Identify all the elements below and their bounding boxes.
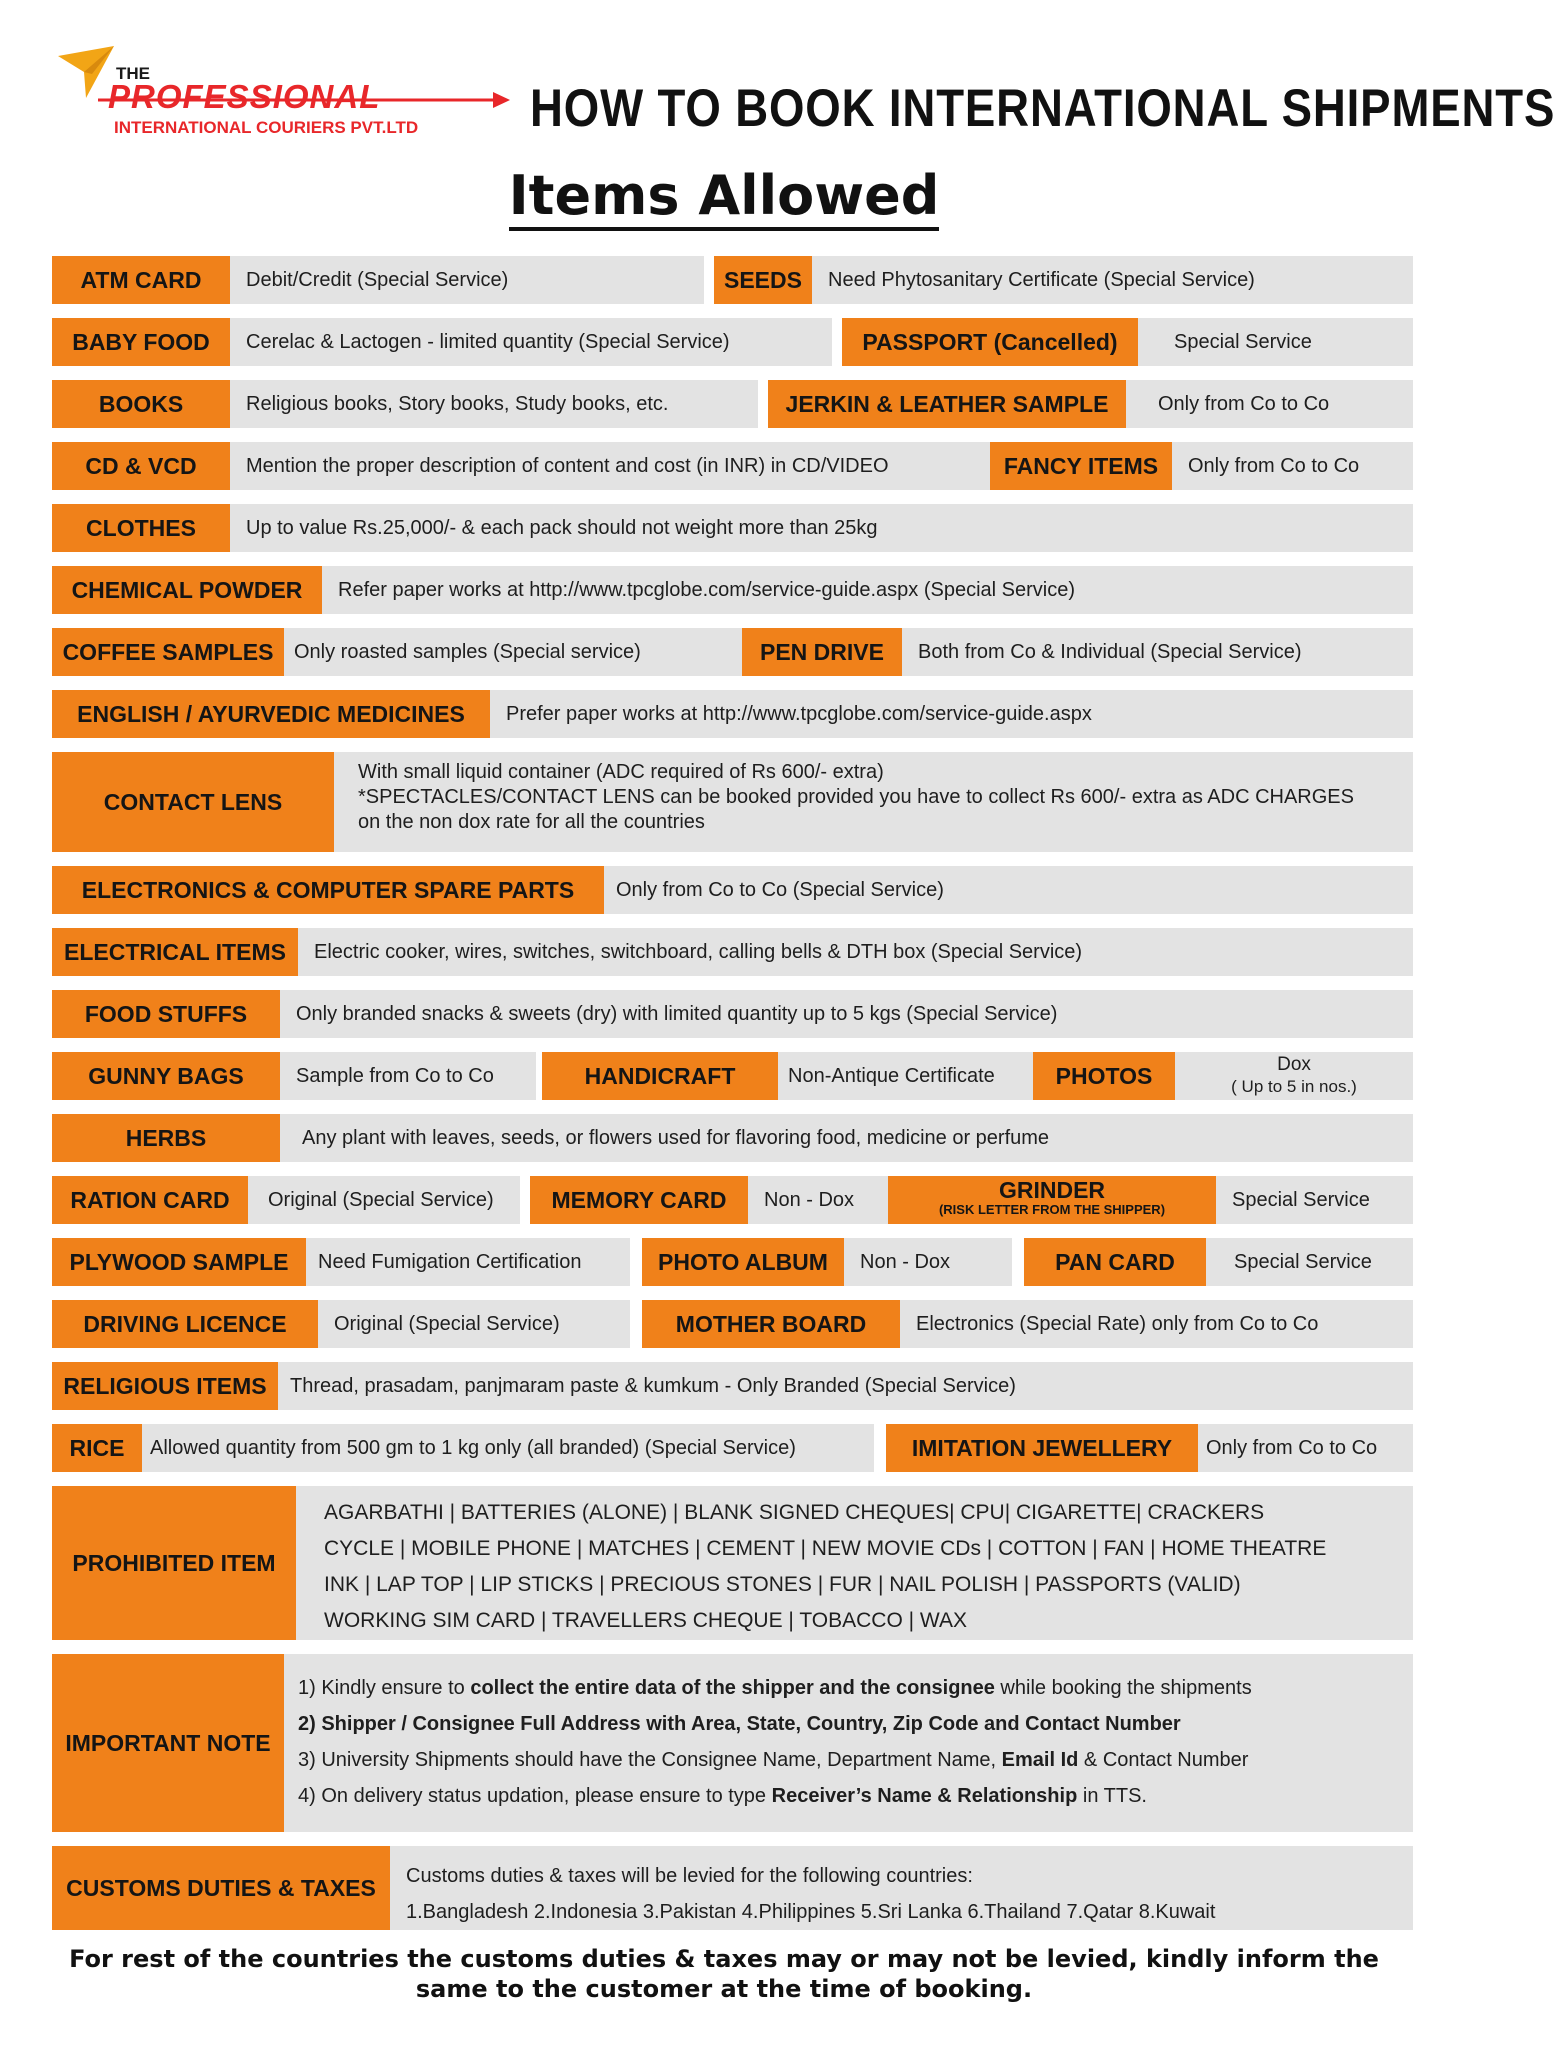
customs-line-1: Customs duties & taxes will be levied for the following countries: [406, 1865, 973, 1887]
item-value: Any plant with leaves, seeds, or flowers used for flavoring food, medicine or perfume [280, 1114, 1413, 1162]
divider [758, 380, 768, 428]
item-label: FOOD STUFFS [52, 990, 280, 1038]
item-row [52, 1238, 1413, 1286]
note-1 [298, 1670, 1413, 1706]
note-text: 1) Kindly ensure to [298, 1677, 471, 1699]
divider [1012, 1238, 1024, 1286]
item-value: Non - Dox [748, 1176, 888, 1224]
divider [630, 1300, 642, 1348]
item-label: PLYWOOD SAMPLE [52, 1238, 306, 1286]
logo-subtitle: INTERNATIONAL COURIERS PVT.LTD [114, 118, 419, 137]
item-row [52, 990, 1413, 1038]
item-label: MOTHER BOARD [642, 1300, 900, 1348]
item-value: Up to value Rs.25,000/- & each pack should not weight more than 25kg [230, 504, 1413, 552]
section-title-text: Items Allowed [509, 164, 940, 231]
item-row [52, 318, 1413, 366]
item-value: Original (Special Service) [248, 1176, 520, 1224]
item-label: JERKIN & LEATHER SAMPLE [768, 380, 1126, 428]
item-value: Need Fumigation Certification [306, 1238, 630, 1286]
item-value: Only from Co to Co [1198, 1424, 1413, 1472]
item-label: RICE [52, 1424, 142, 1472]
item-value: Special Service [1138, 318, 1413, 366]
item-value: Non - Dox [844, 1238, 1012, 1286]
item-label: PASSPORT (Cancelled) [842, 318, 1138, 366]
item-value: Thread, prasadam, panjmaram paste & kumkum - Only Branded (Special Service) [278, 1362, 1413, 1410]
item-label: FANCY ITEMS [990, 442, 1172, 490]
item-value: Prefer paper works at http://www.tpcglobe.com/service-guide.aspx [490, 690, 1413, 738]
item-value: Debit/Credit (Special Service) [230, 256, 704, 304]
note-2 [298, 1706, 1413, 1742]
logo-the: THE [116, 64, 150, 83]
divider [832, 318, 842, 366]
note-bold: Receiver’s Name & Relationship [771, 1785, 1078, 1807]
item-label: DRIVING LICENCE [52, 1300, 318, 1348]
item-label: RELIGIOUS ITEMS [52, 1362, 278, 1410]
item-row [52, 1052, 1413, 1100]
item-value: Need Phytosanitary Certificate (Special Service) [812, 256, 1413, 304]
divider [520, 1176, 530, 1224]
customs-row [52, 1846, 1413, 1930]
item-value: Mention the proper description of content and cost (in INR) in CD/VIDEO [230, 442, 990, 490]
page-title: HOW TO BOOK INTERNATIONAL SHIPMENTS [530, 79, 1555, 138]
item-label: CD & VCD [52, 442, 230, 490]
item-row [52, 928, 1413, 976]
customs-text [390, 1846, 1413, 1930]
item-row [52, 1424, 1413, 1472]
prohibited-line: CYCLE | MOBILE PHONE | MATCHES | CEMENT | NEW MOVIE CDs | COTTON | FAN | HOME THEATRE [324, 1537, 1327, 1560]
item-value: Both from Co & Individual (Special Service) [902, 628, 1413, 676]
section-title [0, 164, 1448, 227]
divider [630, 1238, 642, 1286]
item-label: HERBS [52, 1114, 280, 1162]
prohibited-line: INK | LAP TOP | LIP STICKS | PRECIOUS STONES | FUR | NAIL POLISH | PASSPORTS (VALID) [324, 1573, 1241, 1596]
item-row [52, 1176, 1413, 1224]
note-text: 4) On delivery status updation, please ensure to type [298, 1785, 772, 1807]
item-label: GUNNY BAGS [52, 1052, 280, 1100]
contact-lens-line-1: With small liquid container (ADC required of Rs 600/- extra) [358, 761, 884, 783]
item-value: Only from Co to Co [1126, 380, 1413, 428]
item-value: Electric cooker, wires, switches, switchboard, calling bells & DTH box (Special Service) [298, 928, 1413, 976]
item-value: Cerelac & Lactogen - limited quantity (Special Service) [230, 318, 832, 366]
item-value: Original (Special Service) [318, 1300, 630, 1348]
item-value: Only from Co to Co (Special Service) [604, 866, 1413, 914]
item-label: MEMORY CARD [530, 1176, 748, 1224]
item-label: CONTACT LENS [52, 752, 334, 852]
logo-name: PROFESSIONAL [108, 78, 381, 115]
item-row [52, 256, 1413, 304]
item-value: Religious books, Story books, Study books, etc. [230, 380, 758, 428]
note-bold: 2) Shipper / Consignee Full Address with Area, State, Country, Zip Code and Contact Number [298, 1713, 1181, 1735]
photos-value-1: Dox [1277, 1054, 1311, 1075]
grinder-label: GRINDER [998, 1177, 1106, 1203]
divider [704, 256, 714, 304]
divider [874, 1424, 886, 1472]
item-row [52, 1362, 1413, 1410]
important-note-row [52, 1654, 1413, 1832]
item-label: ELECTRICAL ITEMS [52, 928, 298, 976]
item-value [334, 752, 1413, 852]
note-text: 3) University Shipments should have the Consignee Name, Department Name, [298, 1749, 1002, 1771]
note-4 [298, 1778, 1413, 1814]
item-label: BABY FOOD [52, 318, 230, 366]
note-text: & Contact Number [1078, 1749, 1249, 1771]
contact-lens-line-2: *SPECTACLES/CONTACT LENS can be booked provided you have to collect Rs 600/- extra as ADC CHARGES on the non dox rate for all the countries [358, 786, 1354, 833]
item-row [52, 380, 1413, 428]
item-label: PHOTO ALBUM [642, 1238, 844, 1286]
note-text: in TTS. [1077, 1785, 1147, 1807]
item-value: Special Service [1216, 1176, 1413, 1224]
note-bold: Email Id [1001, 1749, 1079, 1771]
item-label: CLOTHES [52, 504, 230, 552]
item-label [888, 1176, 1216, 1224]
grinder-sublabel: (RISK LETTER FROM THE SHIPPER) [938, 1202, 1166, 1217]
item-row [52, 442, 1413, 490]
item-label: PEN DRIVE [742, 628, 902, 676]
item-label: PAN CARD [1024, 1238, 1206, 1286]
item-label: PHOTOS [1033, 1052, 1175, 1100]
item-value: Electronics (Special Rate) only from Co to Co [900, 1300, 1413, 1348]
item-row [52, 504, 1413, 552]
item-value: Sample from Co to Co [280, 1052, 536, 1100]
item-row [52, 628, 1413, 676]
item-label: ATM CARD [52, 256, 230, 304]
item-value: Non-Antique Certificate [778, 1052, 1033, 1100]
footer-note [0, 1944, 1448, 2004]
item-row [52, 566, 1413, 614]
prohibited-list [296, 1486, 1413, 1640]
note-bold: collect the entire data of the shipper and the consignee [470, 1677, 995, 1699]
item-label: RATION CARD [52, 1176, 248, 1224]
item-row [52, 1300, 1413, 1348]
item-label: IMITATION JEWELLERY [886, 1424, 1198, 1472]
footer-line-1: For rest of the countries the customs duties & taxes may or may not be levied, kindly inform the [69, 1945, 1379, 1973]
item-label: ENGLISH / AYURVEDIC MEDICINES [52, 690, 490, 738]
item-row [52, 752, 1413, 852]
item-label: CHEMICAL POWDER [52, 566, 322, 614]
note-3 [298, 1742, 1413, 1778]
item-value: Special Service [1206, 1238, 1413, 1286]
customs-label: CUSTOMS DUTIES & TAXES [52, 1846, 390, 1930]
item-label: ELECTRONICS & COMPUTER SPARE PARTS [52, 866, 604, 914]
item-value: Only roasted samples (Special service) [284, 628, 742, 676]
item-label: HANDICRAFT [542, 1052, 778, 1100]
prohibited-line: WORKING SIM CARD | TRAVELLERS CHEQUE | TOBACCO | WAX [324, 1609, 967, 1632]
item-row [52, 1114, 1413, 1162]
customs-line-2: 1.Bangladesh 2.Indonesia 3.Pakistan 4.Philippines 5.Sri Lanka 6.Thailand 7.Qatar 8.Kuwait [406, 1901, 1216, 1923]
item-label: SEEDS [714, 256, 812, 304]
note-text: while booking the shipments [994, 1677, 1252, 1699]
item-value: Only branded snacks & sweets (dry) with limited quantity up to 5 kgs (Special Service) [280, 990, 1413, 1038]
footer-line-2: same to the customer at the time of booking. [415, 1975, 1033, 2003]
item-value: Refer paper works at http://www.tpcglobe.com/service-guide.aspx (Special Service) [322, 566, 1413, 614]
item-value: Only from Co to Co [1172, 442, 1413, 490]
photos-value-2: ( Up to 5 in nos.) [1231, 1077, 1357, 1096]
important-note-list [284, 1654, 1413, 1832]
prohibited-row [52, 1486, 1413, 1640]
item-label: COFFEE SAMPLES [52, 628, 284, 676]
item-value [1175, 1052, 1413, 1100]
prohibited-line: AGARBATHI | BATTERIES (ALONE) | BLANK SIGNED CHEQUES| CPU| CIGARETTE| CRACKERS [324, 1501, 1265, 1524]
item-value: Allowed quantity from 500 gm to 1 kg only (all branded) (Special Service) [142, 1424, 874, 1472]
item-row [52, 690, 1413, 738]
item-row [52, 866, 1413, 914]
important-note-label: IMPORTANT NOTE [52, 1654, 284, 1832]
prohibited-label: PROHIBITED ITEM [52, 1486, 296, 1640]
item-label: BOOKS [52, 380, 230, 428]
